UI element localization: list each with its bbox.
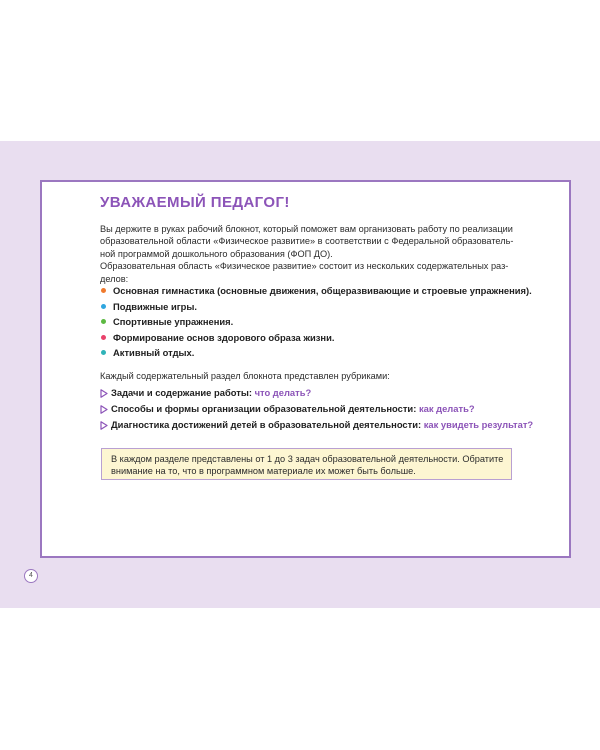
bullet-dot-icon <box>101 350 106 355</box>
rubric-label: Способы и формы организации образовательной деятельности: <box>111 403 419 414</box>
intro-paragraph <box>100 223 520 285</box>
intro-line: образовательной области «Физическое развитие» в соответствии с Федеральной образователь- <box>100 236 514 247</box>
rubric-item <box>100 387 533 403</box>
list-item <box>101 332 532 348</box>
area-label: Спортивные упражнения. <box>113 316 234 327</box>
areas-list <box>101 285 532 363</box>
intro-line: Вы держите в руках рабочий блокнот, который поможет вам организовать работу по реализации <box>100 224 513 234</box>
rubrics-list <box>100 387 533 435</box>
list-item <box>101 285 532 301</box>
rubric-label: Задачи и содержание работы: <box>111 387 255 398</box>
list-item <box>101 301 532 317</box>
arrow-marker-icon <box>100 405 108 414</box>
note-line: внимание на то, что в программном материале их может быть больше. <box>111 466 416 476</box>
bullet-dot-icon <box>101 335 106 340</box>
page-number: 4 <box>24 569 38 583</box>
rubric-question: что делать? <box>254 387 312 398</box>
area-label: Активный отдых. <box>113 347 195 358</box>
note-box <box>101 448 512 480</box>
list-item <box>101 316 532 332</box>
arrow-marker-icon <box>100 389 108 398</box>
rubric-item <box>100 419 533 435</box>
note-line: В каждом разделе представлены от 1 до 3 задач образовательной деятельности. Обратите <box>111 454 504 464</box>
bullet-dot-icon <box>101 319 106 324</box>
list-item <box>101 347 532 363</box>
rubrics-intro: Каждый содержательный раздел блокнота представлен рубриками: <box>100 371 390 381</box>
area-label: Формирование основ здорового образа жизни. <box>113 331 335 343</box>
arrow-marker-icon <box>100 421 108 430</box>
intro-line: делов: <box>100 273 129 284</box>
bullet-dot-icon <box>101 304 106 309</box>
area-label: Основная гимнастика (основные движения, общеразвивающие и строевые упражнения). <box>113 285 532 296</box>
page-title: УВАЖАЕМЫЙ ПЕДАГОГ! <box>100 194 290 211</box>
rubric-question: как увидеть результат? <box>423 419 534 430</box>
rubric-item <box>100 403 533 419</box>
bullet-dot-icon <box>101 288 106 293</box>
rubric-question: как делать? <box>418 403 475 414</box>
intro-line: Образовательная область «Физическое развитие» состоит из нескольких содержательных раз- <box>100 261 509 272</box>
rubric-label: Диагностика достижений детей в образовательной деятельности: <box>111 419 424 430</box>
intro-line: ной программой дошкольного образования (ФОП ДО). <box>100 248 333 259</box>
area-label: Подвижные игры. <box>113 300 197 312</box>
